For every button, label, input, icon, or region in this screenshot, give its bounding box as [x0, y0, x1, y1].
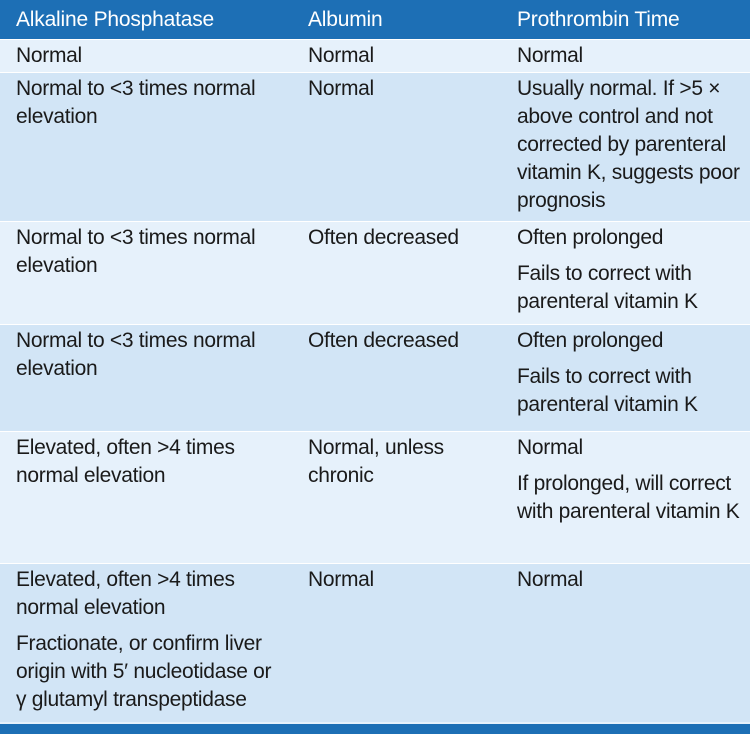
cell-text: Elevated, often >4 times normal elevation	[16, 568, 235, 619]
cell-prothrombin-time	[501, 432, 750, 564]
cell-text: Normal	[308, 77, 374, 100]
cell-text: Often prolonged	[517, 226, 664, 249]
cell-alkaline-phosphatase	[0, 40, 292, 73]
cell-prothrombin-time	[501, 325, 750, 432]
cell-text: Normal, unless chronic	[308, 436, 444, 487]
table-row	[0, 564, 750, 723]
cell-text: Often decreased	[308, 226, 459, 249]
cell-text: Often prolonged	[517, 329, 664, 352]
cell-alkaline-phosphatase	[0, 432, 292, 564]
cell-alkaline-phosphatase	[0, 222, 292, 325]
cell-albumin	[292, 325, 501, 432]
cell-albumin	[292, 73, 501, 222]
cell-albumin	[292, 564, 501, 723]
cell-albumin	[292, 432, 501, 564]
cell-text: Elevated, often >4 times normal elevation	[16, 436, 235, 487]
cell-text: Fractionate, or confirm liver origin with 5′ nucleotidase or γ glutamyl transpeptidase	[16, 632, 272, 711]
header-albumin: Albumin	[292, 0, 501, 40]
cell-text: Normal to <3 times normal elevation	[16, 226, 256, 277]
table-row	[0, 222, 750, 325]
cell-prothrombin-time	[501, 564, 750, 723]
table-row	[0, 73, 750, 222]
cell-text: Normal	[308, 44, 374, 67]
cell-text: Fails to correct with parenteral vitamin K	[517, 262, 698, 313]
table-row	[0, 432, 750, 564]
table-bottom-rule	[0, 724, 750, 734]
table-row	[0, 325, 750, 432]
cell-alkaline-phosphatase	[0, 73, 292, 222]
cell-alkaline-phosphatase	[0, 564, 292, 723]
header-alkaline-phosphatase: Alkaline Phosphatase	[0, 0, 292, 40]
cell-text: Normal to <3 times normal elevation	[16, 77, 256, 128]
table-row	[0, 40, 750, 73]
cell-text: Fails to correct with parenteral vitamin K	[517, 365, 698, 416]
cell-text: Usually normal. If >5 × above control and not corrected by parenteral vitamin K, suggests poor prognosis	[517, 77, 740, 212]
table-header-row	[0, 0, 750, 40]
cell-text: Normal	[308, 568, 374, 591]
cell-prothrombin-time	[501, 222, 750, 325]
cell-alkaline-phosphatase	[0, 325, 292, 432]
cell-text: Normal to <3 times normal elevation	[16, 329, 256, 380]
cell-albumin	[292, 40, 501, 73]
cell-albumin	[292, 222, 501, 325]
cell-text: Normal	[517, 568, 583, 591]
cell-text: Normal	[517, 436, 583, 459]
cell-text: If prolonged, will correct with parenteral vitamin K	[517, 472, 740, 523]
cell-prothrombin-time	[501, 40, 750, 73]
header-prothrombin-time: Prothrombin Time	[501, 0, 750, 40]
cell-text: Normal	[517, 44, 583, 67]
cell-prothrombin-time	[501, 73, 750, 222]
cell-text: Often decreased	[308, 329, 459, 352]
cell-text: Normal	[16, 44, 82, 67]
